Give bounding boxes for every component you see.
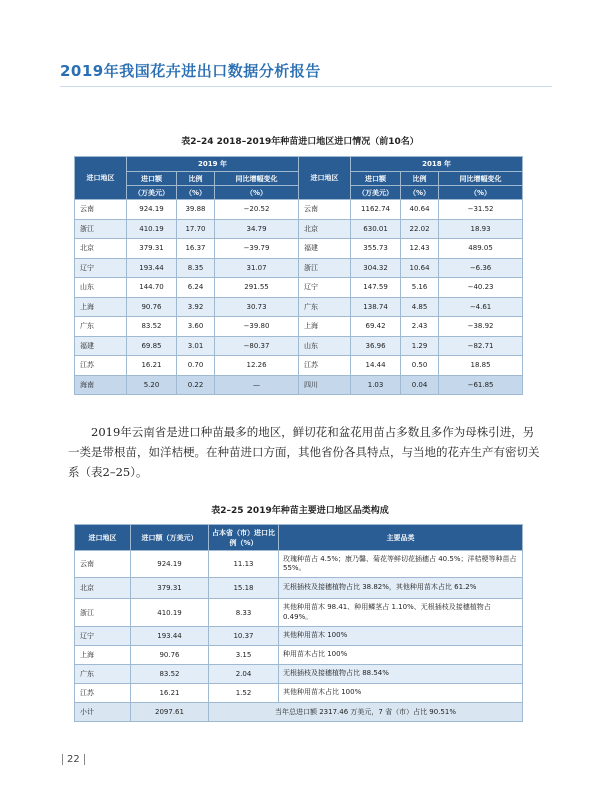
share-2018-cell: 10.64: [401, 258, 439, 278]
share-2019-cell: 3.92: [177, 297, 215, 317]
share-2018-cell: 5.16: [401, 278, 439, 298]
ratio-cell: 3.15: [209, 646, 279, 665]
change-2018-cell: −82.71: [439, 336, 523, 356]
change-2019-cell: −80.37: [215, 336, 299, 356]
table-row: [75, 219, 523, 239]
table-row: [75, 684, 523, 703]
change-2018-cell: 18.93: [439, 219, 523, 239]
year-2019-header: 2019 年: [127, 157, 299, 172]
share-2018-cell: 40.64: [401, 200, 439, 220]
change-2019-cell: 34.79: [215, 219, 299, 239]
col-unit-share: （%）: [401, 186, 439, 200]
subtotal-label-cell: 小计: [75, 703, 131, 722]
region-2019-cell: 海南: [75, 375, 127, 395]
col-header-amount: 进口额: [351, 172, 401, 186]
amount-2019-cell: 69.85: [127, 336, 177, 356]
region-cell: 北京: [75, 578, 131, 599]
amount-2018-cell: 1162.74: [351, 200, 401, 220]
col-unit-change: （%）: [439, 186, 523, 200]
category-cell: 种用苗木占比 100%: [279, 646, 523, 665]
table-row: [75, 317, 523, 337]
subtotal-note-cell: 当年总进口额 2317.46 万美元，7 省（市）占比 90.51%: [209, 703, 523, 722]
table-row: [75, 356, 523, 376]
amount-cell: 379.31: [131, 578, 209, 599]
col-header-region: 进口地区: [75, 157, 127, 200]
col-header-region: 进口地区: [299, 157, 351, 200]
share-2019-cell: 3.60: [177, 317, 215, 337]
table-row: [75, 665, 523, 684]
category-cell: 无根插枝及接穗植物占比 88.54%: [279, 665, 523, 684]
col-header-category: 主要品类: [279, 525, 523, 551]
region-2019-cell: 山东: [75, 278, 127, 298]
amount-2019-cell: 379.31: [127, 239, 177, 259]
amount-2018-cell: 36.96: [351, 336, 401, 356]
region-cell: 广东: [75, 665, 131, 684]
region-cell: 辽宁: [75, 627, 131, 646]
amount-2018-cell: 69.42: [351, 317, 401, 337]
ratio-cell: 1.52: [209, 684, 279, 703]
amount-2018-cell: 630.01: [351, 219, 401, 239]
region-cell: 云南: [75, 551, 131, 578]
region-2018-cell: 江苏: [299, 356, 351, 376]
table-row: [75, 646, 523, 665]
col-header-region: 进口地区: [75, 525, 131, 551]
change-2019-cell: 31.07: [215, 258, 299, 278]
region-2019-cell: 江苏: [75, 356, 127, 376]
table-row: [75, 336, 523, 356]
region-cell: 上海: [75, 646, 131, 665]
amount-cell: 924.19: [131, 551, 209, 578]
ratio-cell: 8.33: [209, 599, 279, 627]
col-unit-change: （%）: [215, 186, 299, 200]
share-2018-cell: 4.85: [401, 297, 439, 317]
col-unit-amount: （万美元）: [127, 186, 177, 200]
table-row: [75, 200, 523, 220]
region-2018-cell: 福建: [299, 239, 351, 259]
region-cell: 浙江: [75, 599, 131, 627]
change-2018-cell: −6.36: [439, 258, 523, 278]
region-2019-cell: 辽宁: [75, 258, 127, 278]
category-cell: 无根插枝及接穗植物占比 38.82%，其他种用苗木占比 61.2%: [279, 578, 523, 599]
amount-cell: 410.19: [131, 599, 209, 627]
amount-2019-cell: 193.44: [127, 258, 177, 278]
amount-2018-cell: 147.59: [351, 278, 401, 298]
region-2019-cell: 福建: [75, 336, 127, 356]
ratio-cell: 15.18: [209, 578, 279, 599]
amount-cell: 193.44: [131, 627, 209, 646]
table-row: [75, 375, 523, 395]
category-composition-table: [74, 524, 523, 722]
region-cell: 江苏: [75, 684, 131, 703]
share-2019-cell: 17.70: [177, 219, 215, 239]
amount-cell: 16.21: [131, 684, 209, 703]
change-2018-cell: −61.85: [439, 375, 523, 395]
change-2019-cell: 30.73: [215, 297, 299, 317]
region-2018-cell: 云南: [299, 200, 351, 220]
table-row: [75, 258, 523, 278]
table2-caption: 表2–25 2019年种苗主要进口地区品类构成: [211, 506, 389, 516]
share-2018-cell: 22.02: [401, 219, 439, 239]
region-2019-cell: 广东: [75, 317, 127, 337]
region-2018-cell: 北京: [299, 219, 351, 239]
region-2019-cell: 浙江: [75, 219, 127, 239]
change-2018-cell: −4.61: [439, 297, 523, 317]
import-by-region-table: [74, 156, 523, 395]
table-row: [75, 578, 523, 599]
change-2018-cell: −38.92: [439, 317, 523, 337]
share-2018-cell: 12.43: [401, 239, 439, 259]
change-2019-cell: −39.79: [215, 239, 299, 259]
amount-cell: 83.52: [131, 665, 209, 684]
amount-2018-cell: 138.74: [351, 297, 401, 317]
share-2019-cell: 16.37: [177, 239, 215, 259]
table-row: [75, 239, 523, 259]
year-2018-header: 2018 年: [351, 157, 523, 172]
col-header-amount: 进口额（万美元）: [131, 525, 209, 551]
amount-2019-cell: 144.70: [127, 278, 177, 298]
header-divider: [60, 86, 552, 87]
change-2019-cell: 12.26: [215, 356, 299, 376]
region-2019-cell: 北京: [75, 239, 127, 259]
category-cell: 其他种用苗木 98.41、种用鳞茎占 1.10%、无根插枝及接穗植物占 0.49%。: [279, 599, 523, 627]
amount-cell: 90.76: [131, 646, 209, 665]
col-header-ratio: 占本省（市）进口比例（%）: [209, 525, 279, 551]
share-2019-cell: 0.70: [177, 356, 215, 376]
subtotal-amount-cell: 2097.61: [131, 703, 209, 722]
col-header-share: 比例: [177, 172, 215, 186]
amount-2018-cell: 304.32: [351, 258, 401, 278]
category-cell: 其他种用苗木 100%: [279, 627, 523, 646]
amount-2019-cell: 90.76: [127, 297, 177, 317]
share-2019-cell: 6.24: [177, 278, 215, 298]
amount-2019-cell: 924.19: [127, 200, 177, 220]
table-row: [75, 551, 523, 578]
col-unit-share: （%）: [177, 186, 215, 200]
change-2018-cell: 489.05: [439, 239, 523, 259]
region-2019-cell: 云南: [75, 200, 127, 220]
change-2018-cell: 18.85: [439, 356, 523, 376]
col-header-change: 同比增幅变化: [439, 172, 523, 186]
region-2019-cell: 上海: [75, 297, 127, 317]
table-row: [75, 297, 523, 317]
change-2018-cell: −31.52: [439, 200, 523, 220]
amount-2019-cell: 5.20: [127, 375, 177, 395]
col-unit-amount: （万美元）: [351, 186, 401, 200]
table-row: [75, 278, 523, 298]
region-2018-cell: 广东: [299, 297, 351, 317]
share-2018-cell: 0.04: [401, 375, 439, 395]
amount-2019-cell: 83.52: [127, 317, 177, 337]
share-2019-cell: 3.01: [177, 336, 215, 356]
share-2018-cell: 0.50: [401, 356, 439, 376]
col-header-share: 比例: [401, 172, 439, 186]
change-2018-cell: −40.23: [439, 278, 523, 298]
col-header-amount: 进口额: [127, 172, 177, 186]
table1-caption: 表2–24 2018–2019年种苗进口地区进口情况（前10名）: [181, 137, 419, 147]
report-title: 2019年我国花卉进出口数据分析报告: [60, 62, 321, 80]
share-2019-cell: 0.22: [177, 375, 215, 395]
category-cell: 其他种用苗木占比 100%: [279, 684, 523, 703]
col-header-change: 同比增幅变化: [215, 172, 299, 186]
change-2019-cell: −20.52: [215, 200, 299, 220]
table-row: [75, 627, 523, 646]
region-2018-cell: 浙江: [299, 258, 351, 278]
share-2018-cell: 2.43: [401, 317, 439, 337]
amount-2019-cell: 16.21: [127, 356, 177, 376]
change-2019-cell: 291.55: [215, 278, 299, 298]
region-2018-cell: 山东: [299, 336, 351, 356]
region-2018-cell: 辽宁: [299, 278, 351, 298]
amount-2018-cell: 14.44: [351, 356, 401, 376]
share-2018-cell: 1.29: [401, 336, 439, 356]
change-2019-cell: −39.80: [215, 317, 299, 337]
share-2019-cell: 39.88: [177, 200, 215, 220]
region-2018-cell: 上海: [299, 317, 351, 337]
category-cell: 玫瑰种苗占 4.5%；康乃馨、菊花等鲜切花插穗占 40.5%；洋桔梗等种苗占 55%。: [279, 551, 523, 578]
change-2019-cell: —: [215, 375, 299, 395]
ratio-cell: 11.13: [209, 551, 279, 578]
body-paragraph: 2019年云南省是进口种苗最多的地区，鲜切花和盆花用苗占多数且多作为母株引进，另一类是带根苗，如洋桔梗。在种苗进口方面，其他省份各具特点，与当地的花卉生产有密切关系（表2–25）。: [68, 425, 540, 479]
page-number: 22: [62, 754, 85, 765]
subtotal-row: [75, 703, 523, 722]
amount-2018-cell: 1.03: [351, 375, 401, 395]
amount-2019-cell: 410.19: [127, 219, 177, 239]
table-row: [75, 599, 523, 627]
share-2019-cell: 8.35: [177, 258, 215, 278]
region-2018-cell: 四川: [299, 375, 351, 395]
ratio-cell: 10.37: [209, 627, 279, 646]
ratio-cell: 2.04: [209, 665, 279, 684]
amount-2018-cell: 355.73: [351, 239, 401, 259]
